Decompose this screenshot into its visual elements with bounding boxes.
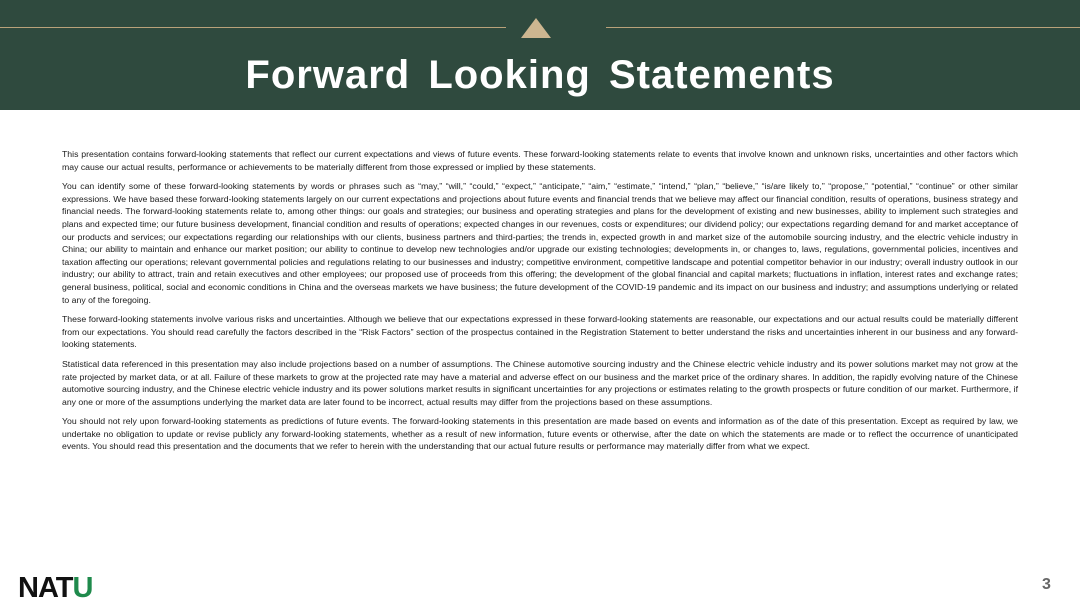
paragraph-risks: These forward-looking statements involve various risks and uncertainties. Although we believe that our expectations expressed in these forward-looking statements are reasonable, our expectations and our actual results could be materially different from our expectations. You should read carefully the factors described in the “Risk Factors” section of the prospectus contained in the Registration Statement to better understand the risks and uncertainties inherent in our business and any forward-looking statements. (62, 314, 1018, 350)
page-number: 3 (1042, 576, 1051, 593)
paragraph-identifying-statements: You can identify some of these forward-looking statements by words or phrases such as “may,” “will,” “could,” “expect,” “anticipate,” “aim,” “estimate,” “intend,” “plan,” “believe,” “is/are likely to,” “propose,” “potential,” “continue” or other similar expressions. We have based these forward-looking statements largely on our current expectations and projections about future events and financial trends that we believe may affect our financial condition, results of operations, business strategy and financial needs. The forward-looking statements relate to, among other things: our goals and strategies; our business and operating strategies and plans for the development of existing and new businesses, ability to implement such strategies and plans and expected time; our future business development, financial condition and results of operations; expected changes in our revenues, costs or expenditures; our dividend policy; our expectations regarding demand for and market acceptance of our products and services; our expectations regarding our relationships with our clients, business partners and third-parties; the trends in, expected growth in and market size of the automobile sourcing industry, and the electric vehicle industry in China; our ability to maintain and enhance our market position; our ability to continue to develop new technologies and/or upgrade our existing technologies; developments in, or changes to, laws, regulations, governmental policies, incentives and taxation affecting our operations; relevant governmental policies and regulations relating to our businesses and industry; competitive environment, competitive landscape and potential competitor behavior in our industry; overall industry outlook in our industry; our ability to attract, train and retain executives and other employees; our proposed use of proceeds from this offering; the development of the global financial and capital markets; fluctuations in inflation, interest rates and exchange rates; general business, political, social and economic conditions in China and the overseas markets we have business; the future development of the COVID-19 pandemic and its impact on our business and industry; and assumptions underlying or related to any of the foregoing. (62, 181, 1018, 305)
paragraph-intro: This presentation contains forward-looking statements that reflect our current expectations and views of future events. These forward-looking statements relate to events that involve known and unknown risks, uncertainties and other factors which may cause our actual results, performance or achievements to be materially different from those expressed or implied by these statements. (62, 149, 1018, 172)
ornament-rule-left (0, 27, 506, 28)
logo-text: NAT (18, 572, 73, 604)
disclaimer-body (62, 148, 1018, 460)
paragraph-reliance: You should not rely upon forward-looking statements as predictions of future events. The forward-looking statements in this presentation are made based on events and information as of the date of this presentation. Except as required by law, we undertake no obligation to update or revise publicly any forward-looking statements, whether as a result of new information, future events or otherwise, after the date on which the statements are made or to reflect the occurrence of unanticipated events. You should read this presentation and the documents that we refer to herein with the understanding that our actual future results or performance may materially differ from what we expect. (62, 416, 1018, 452)
natu-logo (18, 572, 92, 604)
paragraph-statistical-data: Statistical data referenced in this presentation may also include projections based on a number of assumptions. The Chinese automotive sourcing industry and the Chinese electric vehicle industry and its power solutions market may not grow at the rate projected by market data, or at all. Failure of these markets to grow at the projected rate may have a material and adverse effect on our business and the market price of the ordinary shares. In addition, the rapidly evolving nature of the Chinese automotive sourcing industry, and the Chinese electric vehicle industry and its power solutions market results in significant uncertainties for any projections or estimates relating to the growth prospects or future condition of our market. Furthermore, if any one or more of the assumptions underlying the market data are later found to be incorrect, actual results may differ from the projections based on these assumptions. (62, 358, 1018, 407)
title-banner (0, 0, 1080, 110)
logo-accent-letter: U (72, 572, 93, 604)
triangle-ornament-icon (521, 18, 551, 38)
ornament-rule-right (606, 27, 1080, 28)
page-title: Forward Looking Statements (245, 53, 835, 97)
